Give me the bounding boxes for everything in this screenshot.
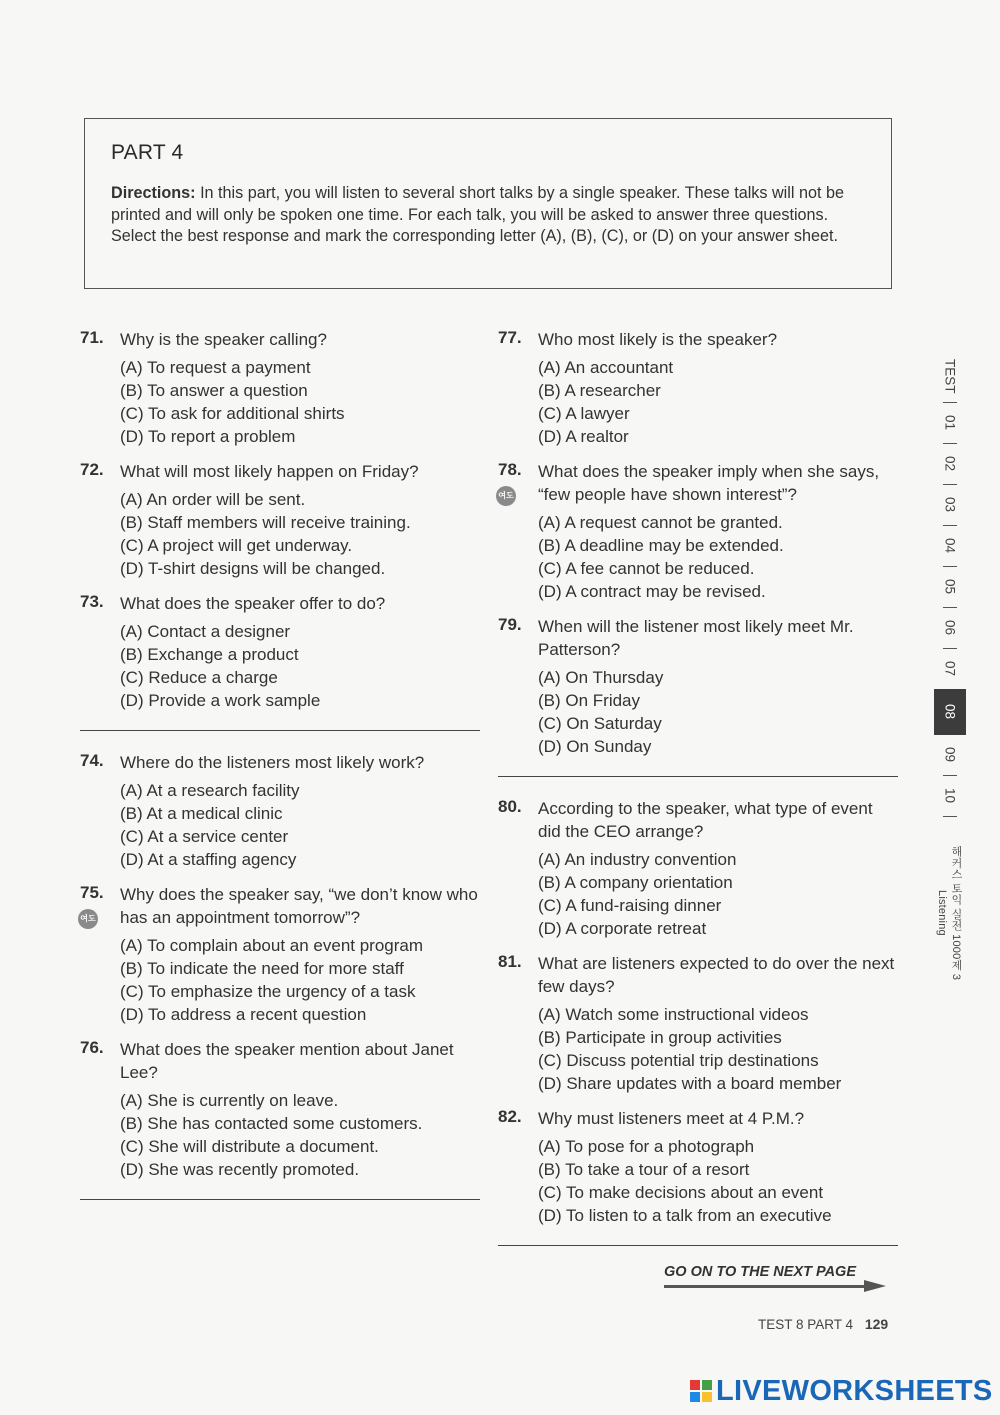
option-b[interactable]: (B) She has contacted some customers. [120, 1114, 423, 1133]
question-text: What does the speaker imply when she says, “few people have shown interest”? [538, 462, 880, 504]
option-c[interactable]: (C) She will distribute a document. [120, 1137, 379, 1156]
directions-label: Directions: [111, 184, 196, 202]
left-column [80, 328, 480, 1220]
option-d[interactable]: (D) At a staffing agency [120, 850, 297, 869]
part-title: PART 4 [111, 141, 184, 164]
option-a[interactable]: (A) An order will be sent. [120, 490, 306, 509]
question-text: Who most likely is the speaker? [538, 330, 778, 349]
question-text: Why is the speaker calling? [120, 330, 327, 349]
question-number: 75. [80, 883, 104, 902]
question-number: 78. [498, 460, 522, 479]
option-b[interactable]: (B) To answer a question [120, 381, 308, 400]
option-a[interactable]: (A) Watch some instructional videos [538, 1005, 809, 1024]
question-number: 77. [498, 328, 522, 347]
option-a[interactable]: (A) An industry convention [538, 850, 737, 869]
option-d[interactable]: (D) Share updates with a board member [538, 1074, 842, 1093]
question-number: 76. [80, 1038, 104, 1057]
option-c[interactable]: (C) At a service center [120, 827, 289, 846]
side-tab-06[interactable]: 06 [942, 620, 958, 636]
option-d[interactable]: (D) A realtor [538, 427, 629, 446]
option-a[interactable]: (A) An accountant [538, 358, 674, 377]
option-b[interactable]: (B) Staff members will receive training. [120, 513, 411, 532]
side-tab-test: TEST [942, 358, 958, 394]
question-text: What will most likely happen on Friday? [120, 462, 419, 481]
question-text: What are listeners expected to do over the next few days? [538, 954, 895, 996]
side-tab-10[interactable]: 10 [942, 788, 958, 804]
option-d[interactable]: (D) She was recently promoted. [120, 1160, 360, 1179]
side-tab-05[interactable]: 05 [942, 579, 958, 595]
option-d[interactable]: (D) On Sunday [538, 737, 652, 756]
option-c[interactable]: (C) Discuss potential trip destinations [538, 1051, 819, 1070]
option-b[interactable]: (B) To take a tour of a resort [538, 1160, 750, 1179]
question-77 [498, 328, 898, 448]
question-text: What does the speaker mention about Janet Lee? [120, 1040, 454, 1082]
side-tab-01[interactable]: 01 [942, 415, 958, 431]
side-tab-03[interactable]: 03 [942, 497, 958, 513]
option-a[interactable]: (A) A request cannot be granted. [538, 513, 783, 532]
option-b[interactable]: (B) To indicate the need for more staff [120, 959, 404, 978]
option-d[interactable]: (D) To listen to a talk from an executive [538, 1206, 832, 1225]
question-74 [80, 751, 480, 871]
right-column [498, 328, 898, 1266]
option-c[interactable]: (C) A project will get underway. [120, 536, 353, 555]
option-a[interactable]: (A) To pose for a photograph [538, 1137, 755, 1156]
page-number: 129 [864, 1316, 889, 1332]
option-b[interactable]: (B) A researcher [538, 381, 661, 400]
page-footer [758, 1316, 888, 1332]
option-c[interactable]: (C) To ask for additional shirts [120, 404, 345, 423]
question-76 [80, 1038, 480, 1181]
option-a[interactable]: (A) On Thursday [538, 668, 664, 687]
section-divider [80, 1199, 480, 1200]
option-b[interactable]: (B) Exchange a product [120, 645, 299, 664]
option-c[interactable]: (C) On Saturday [538, 714, 662, 733]
question-number: 72. [80, 460, 104, 479]
question-71 [80, 328, 480, 448]
option-a[interactable]: (A) To complain about an event program [120, 936, 424, 955]
side-tab-04[interactable]: 04 [942, 538, 958, 554]
option-d[interactable]: (D) A contract may be revised. [538, 582, 766, 601]
question-number: 82. [498, 1107, 522, 1126]
option-c[interactable]: (C) Reduce a charge [120, 668, 278, 687]
arrow-right-icon [864, 1280, 886, 1292]
side-test-tabs [934, 350, 966, 1003]
option-c[interactable]: (C) A fee cannot be reduced. [538, 559, 755, 578]
side-tab-08-active[interactable]: 08 [934, 689, 966, 735]
book-caption: 해커스 토익 실전 1000제 3 Listening [936, 845, 962, 981]
option-a[interactable]: (A) Contact a designer [120, 622, 291, 641]
question-80 [498, 797, 898, 940]
question-75 [80, 883, 480, 1026]
section-divider [80, 730, 480, 731]
option-b[interactable]: (B) Participate in group activities [538, 1028, 782, 1047]
section-divider [498, 776, 898, 777]
question-text: What does the speaker offer to do? [120, 594, 386, 613]
question-number: 73. [80, 592, 104, 611]
next-page-underline [664, 1285, 869, 1288]
option-b[interactable]: (B) A company orientation [538, 873, 733, 892]
question-text: Where do the listeners most likely work? [120, 753, 425, 772]
option-c[interactable]: (C) To emphasize the urgency of a task [120, 982, 416, 1001]
option-a[interactable]: (A) She is currently on leave. [120, 1091, 339, 1110]
side-tab-02[interactable]: 02 [942, 456, 958, 472]
logo-square [702, 1380, 712, 1390]
question-text: Why does the speaker say, “we don’t know who has an appointment tomorrow”? [120, 885, 478, 927]
question-number: 79. [498, 615, 522, 634]
logo-square [702, 1392, 712, 1402]
option-b[interactable]: (B) At a medical clinic [120, 804, 283, 823]
side-tab-07[interactable]: 07 [942, 661, 958, 677]
option-d[interactable]: (D) T-shirt designs will be changed. [120, 559, 386, 578]
section-divider [498, 1245, 898, 1246]
question-text: Why must listeners meet at 4 P.M.? [538, 1109, 805, 1128]
question-72 [80, 460, 480, 580]
next-page-indicator [664, 1264, 888, 1290]
question-text: When will the listener most likely meet Mr. Patterson? [538, 617, 854, 659]
question-79 [498, 615, 898, 758]
question-number: 74. [80, 751, 104, 770]
next-page-label: GO ON TO THE NEXT PAGE [664, 1264, 857, 1280]
directions-box [84, 118, 892, 289]
intent-badge-icon: 여도 [496, 486, 516, 506]
question-number: 71. [80, 328, 104, 347]
intent-badge-icon: 여도 [78, 909, 98, 929]
liveworksheets-logo-icon [690, 1380, 712, 1402]
question-number: 80. [498, 797, 522, 816]
question-81 [498, 952, 898, 1095]
option-d[interactable]: (D) To address a recent question [120, 1005, 367, 1024]
option-c[interactable]: (C) To make decisions about an event [538, 1183, 824, 1202]
logo-square [690, 1380, 700, 1390]
question-text: According to the speaker, what type of event did the CEO arrange? [538, 799, 873, 841]
option-b[interactable]: (B) A deadline may be extended. [538, 536, 784, 555]
footer-test-label: TEST 8 PART 4 [758, 1317, 854, 1332]
option-d[interactable]: (D) A corporate retreat [538, 919, 707, 938]
question-73 [80, 592, 480, 712]
option-b[interactable]: (B) On Friday [538, 691, 641, 710]
option-c[interactable]: (C) A fund-raising dinner [538, 896, 722, 915]
directions-text [111, 183, 865, 248]
directions-body: In this part, you will listen to several short talks by a single speaker. These talks will not be printed and will only be spoken one time. For each talk, you will be asked to answer three questions. Select the best response and mark the corresponding letter (A), (B), (C), or (D) on your answer sheet. [111, 184, 844, 245]
liveworksheets-brand[interactable] [690, 1374, 993, 1408]
option-c[interactable]: (C) A lawyer [538, 404, 630, 423]
option-d[interactable]: (D) Provide a work sample [120, 691, 321, 710]
question-82 [498, 1107, 898, 1227]
side-tab-09[interactable]: 09 [942, 747, 958, 763]
logo-square [690, 1392, 700, 1402]
option-a[interactable]: (A) At a research facility [120, 781, 300, 800]
question-number: 81. [498, 952, 522, 971]
option-d[interactable]: (D) To report a problem [120, 427, 296, 446]
question-78 [498, 460, 898, 603]
option-a[interactable]: (A) To request a payment [120, 358, 311, 377]
brand-name: LIVEWORKSHEETS [716, 1374, 993, 1407]
